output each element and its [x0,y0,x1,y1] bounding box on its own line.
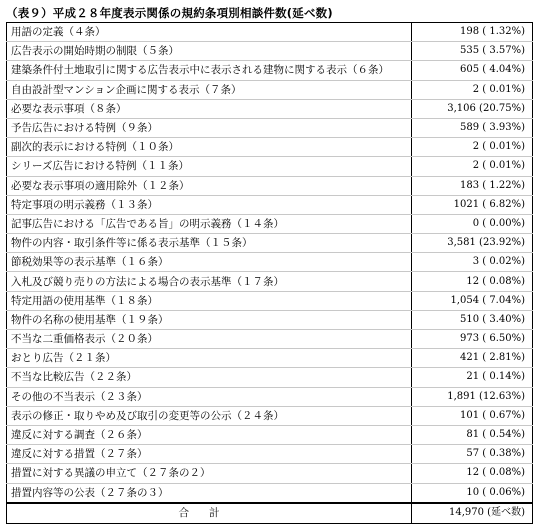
table-row [7,464,533,483]
row-value: 973 ( 6.50%) [412,330,533,349]
row-value: 1021 ( 6.82%) [412,195,533,214]
row-label: 物件の名称の使用基準（１９条） [7,310,412,329]
row-label: 違反に対する調査（２６条） [7,425,412,444]
row-label: 物件の内容・取引条件等に係る表示基準（１５条） [7,234,412,253]
row-label: その他の不当表示（２３条） [7,387,412,406]
row-label: 不当な二重価格表示（２０条） [7,330,412,349]
row-value: 3,581 (23.92%) [412,234,533,253]
row-value: 101 ( 0.67%) [412,406,533,425]
table-row [7,42,533,61]
row-value: 510 ( 3.40%) [412,310,533,329]
row-label: 不当な比較広告（２２条） [7,368,412,387]
total-value: 14,970 (延べ数) [412,503,533,524]
table-body [7,23,533,503]
table-row [7,214,533,233]
table-row [7,291,533,310]
row-value: 2 ( 0.01%) [412,138,533,157]
table-row [7,99,533,118]
row-label: おとり広告（２１条） [7,349,412,368]
row-label: 違反に対する措置（２７条） [7,445,412,464]
consultation-count-table [6,22,533,524]
row-label: 予告広告における特例（９条） [7,118,412,137]
row-label: 必要な表示事項（８条） [7,99,412,118]
table-row [7,483,533,503]
table-row [7,349,533,368]
row-value: 589 ( 3.93%) [412,118,533,137]
table-row [7,80,533,99]
row-label: 自由設計型マンション企画に関する表示（７条） [7,80,412,99]
table-row [7,253,533,272]
table-row [7,368,533,387]
row-label: 措置内容等の公表（２７条の３） [7,483,412,503]
row-label: シリーズ広告における特例（１１条） [7,157,412,176]
row-value: 10 ( 0.06%) [412,483,533,503]
table-row [7,157,533,176]
row-label: 建築条件付土地取引に関する広告表示中に表示される建物に関する表示（６条） [7,61,412,80]
row-value: 0 ( 0.00%) [412,214,533,233]
table-caption: （表９）平成２８年度表示関係の規約条項別相談件数(延べ数) [6,6,333,20]
row-label: 特定用語の使用基準（１８条） [7,291,412,310]
row-value: 81 ( 0.54%) [412,425,533,444]
table-row [7,23,533,42]
row-label: 節税効果等の表示基準（１６条） [7,253,412,272]
table-row [7,330,533,349]
table-row [7,118,533,137]
row-value: 421 ( 2.81%) [412,349,533,368]
row-value: 3 ( 0.02%) [412,253,533,272]
table-row [7,176,533,195]
table-row [7,406,533,425]
row-label: 副次的表示における特例（１０条） [7,138,412,157]
row-value: 1,054 ( 7.04%) [412,291,533,310]
row-label: 措置に対する異議の申立て（２７条の２） [7,464,412,483]
row-label: 入札及び競り売りの方法による場合の表示基準（１７条） [7,272,412,291]
total-label: 合計 [7,503,412,524]
table-row [7,445,533,464]
row-label: 特定事項の明示義務（１３条） [7,195,412,214]
row-value: 198 ( 1.32%) [412,23,533,42]
table-row [7,387,533,406]
table-row [7,310,533,329]
row-label: 必要な表示事項の適用除外（１２条） [7,176,412,195]
row-value: 605 ( 4.04%) [412,61,533,80]
row-value: 12 ( 0.08%) [412,272,533,291]
row-value: 183 ( 1.22%) [412,176,533,195]
row-value: 1,891 (12.63%) [412,387,533,406]
row-label: 用語の定義（４条） [7,23,412,42]
row-value: 3,106 (20.75%) [412,99,533,118]
table-row [7,234,533,253]
table-row [7,61,533,80]
row-value: 2 ( 0.01%) [412,80,533,99]
row-label: 表示の修正・取りやめ及び取引の変更等の公示（２４条） [7,406,412,425]
row-value: 21 ( 0.14%) [412,368,533,387]
row-value: 12 ( 0.08%) [412,464,533,483]
row-label: 記事広告における「広告である旨」の明示義務（１４条） [7,214,412,233]
table-row [7,138,533,157]
table-row [7,272,533,291]
table-row [7,195,533,214]
row-value: 2 ( 0.01%) [412,157,533,176]
row-label: 広告表示の開始時期の制限（５条） [7,42,412,61]
row-value: 535 ( 3.57%) [412,42,533,61]
table-row [7,425,533,444]
row-value: 57 ( 0.38%) [412,445,533,464]
